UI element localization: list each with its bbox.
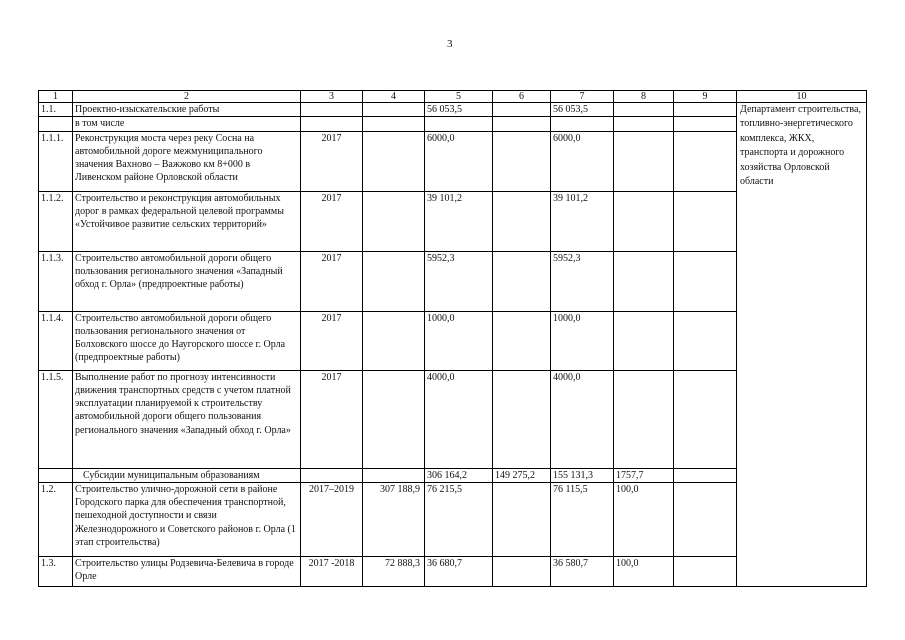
- row-col7: 36 580,7: [551, 556, 614, 586]
- row-name: Строительство автомобильной дороги общего пользования регионального значения от Болховского шоссе до Наугорского шоссе г. Орла (предпроектные работы): [73, 311, 301, 370]
- header-cell: 3: [301, 91, 363, 103]
- row-years: 2017: [301, 191, 363, 251]
- row-number: 1.1.1.: [39, 131, 73, 191]
- header-cell: 2: [73, 91, 301, 103]
- row-col8: [614, 103, 674, 117]
- program-table: [38, 90, 867, 587]
- row-col7: [551, 117, 614, 131]
- row-col5: 4000,0: [425, 370, 493, 468]
- row-col4: [363, 131, 425, 191]
- table-row: [39, 103, 867, 117]
- row-name: Строительство улицы Родзевича-Белевича в городе Орле: [73, 556, 301, 586]
- header-cell: 7: [551, 91, 614, 103]
- row-col8: [614, 131, 674, 191]
- row-col4: 307 188,9: [363, 482, 425, 556]
- row-col8: [614, 370, 674, 468]
- row-col7: 6000,0: [551, 131, 614, 191]
- row-number: 1.1.2.: [39, 191, 73, 251]
- row-col5: 306 164,2: [425, 468, 493, 482]
- row-name: Строительство автомобильной дороги общего пользования регионального значения «Западный обход г. Орла» (предпроектные работы): [73, 251, 301, 311]
- row-number: [39, 468, 73, 482]
- row-col4: [363, 311, 425, 370]
- row-name: в том числе: [73, 117, 301, 131]
- row-years: 2017: [301, 131, 363, 191]
- department-cell: Департамент строительства, топливно-энергетического комплекса, ЖКХ, транспорта и дорожного хозяйства Орловской области: [737, 103, 867, 587]
- row-col8: 100,0: [614, 482, 674, 556]
- row-name: Выполнение работ по прогнозу интенсивности движения транспортных средств с учетом платной эксплуатации планируемой к строительству автомобильной дороги общего пользования регионального значения «Западный обход г. Орла»: [73, 370, 301, 468]
- row-col8: [614, 251, 674, 311]
- row-col9: [674, 191, 737, 251]
- row-years: 2017–2019: [301, 482, 363, 556]
- row-col7: 5952,3: [551, 251, 614, 311]
- row-col5: [425, 117, 493, 131]
- row-col9: [674, 131, 737, 191]
- header-cell: 8: [614, 91, 674, 103]
- row-col4: [363, 370, 425, 468]
- row-col9: [674, 103, 737, 117]
- row-col8: 1757,7: [614, 468, 674, 482]
- row-col5: 56 053,5: [425, 103, 493, 117]
- row-col9: [674, 370, 737, 468]
- row-col7: 76 115,5: [551, 482, 614, 556]
- row-col6: [493, 191, 551, 251]
- header-cell: 4: [363, 91, 425, 103]
- row-name: Строительство и реконструкция автомобильных дорог в рамках федеральной целевой программы «Устойчивое развитие сельских территорий»: [73, 191, 301, 251]
- row-years: [301, 103, 363, 117]
- row-col5: 1000,0: [425, 311, 493, 370]
- row-col4: [363, 117, 425, 131]
- row-col4: [363, 251, 425, 311]
- header-cell: 6: [493, 91, 551, 103]
- row-col4: [363, 468, 425, 482]
- header-cell: 9: [674, 91, 737, 103]
- row-col5: 5952,3: [425, 251, 493, 311]
- header-cell: 1: [39, 91, 73, 103]
- row-col8: [614, 191, 674, 251]
- header-row: [39, 91, 867, 103]
- row-col6: [493, 370, 551, 468]
- row-col5: 36 680,7: [425, 556, 493, 586]
- row-name: Проектно-изыскательские работы: [73, 103, 301, 117]
- row-col9: [674, 482, 737, 556]
- row-name: Реконструкция моста через реку Сосна на автомобильной дороге межмуниципального значения Вахново – Важжово км 8+000 в Ливенском районе Орловской области: [73, 131, 301, 191]
- row-col6: [493, 251, 551, 311]
- row-col4: [363, 191, 425, 251]
- row-col7: 1000,0: [551, 311, 614, 370]
- row-col6: [493, 131, 551, 191]
- row-col9: [674, 117, 737, 131]
- header-cell: 5: [425, 91, 493, 103]
- row-col6: 149 275,2: [493, 468, 551, 482]
- row-col6: [493, 117, 551, 131]
- row-col8: 100,0: [614, 556, 674, 586]
- row-col9: [674, 251, 737, 311]
- row-col4: [363, 103, 425, 117]
- row-col9: [674, 556, 737, 586]
- row-name: Субсидии муниципальным образованиям: [73, 468, 301, 482]
- row-col9: [674, 311, 737, 370]
- row-number: 1.1.3.: [39, 251, 73, 311]
- row-col6: [493, 482, 551, 556]
- row-col7: 4000,0: [551, 370, 614, 468]
- row-years: 2017: [301, 370, 363, 468]
- row-number: 1.3.: [39, 556, 73, 586]
- row-col6: [493, 311, 551, 370]
- row-years: 2017 -2018: [301, 556, 363, 586]
- row-col4: 72 888,3: [363, 556, 425, 586]
- row-col6: [493, 556, 551, 586]
- row-years: [301, 468, 363, 482]
- row-col7: 39 101,2: [551, 191, 614, 251]
- row-col9: [674, 468, 737, 482]
- row-col5: 76 215,5: [425, 482, 493, 556]
- row-years: 2017: [301, 251, 363, 311]
- row-col7: 155 131,3: [551, 468, 614, 482]
- row-number: [39, 117, 73, 131]
- row-col5: 39 101,2: [425, 191, 493, 251]
- row-col6: [493, 103, 551, 117]
- row-number: 1.1.: [39, 103, 73, 117]
- row-col5: 6000,0: [425, 131, 493, 191]
- row-years: [301, 117, 363, 131]
- row-col7: 56 053,5: [551, 103, 614, 117]
- row-years: 2017: [301, 311, 363, 370]
- header-cell: 10: [737, 91, 867, 103]
- row-number: 1.2.: [39, 482, 73, 556]
- row-col8: [614, 311, 674, 370]
- row-number: 1.1.4.: [39, 311, 73, 370]
- page-number: 3: [447, 38, 453, 50]
- row-col8: [614, 117, 674, 131]
- row-number: 1.1.5.: [39, 370, 73, 468]
- row-name: Строительство улично-дорожной сети в районе Городского парка для обеспечения транспортной, пешеходной доступности и связи Железнодорожного и Советского районов г. Орла (1 этап строительства): [73, 482, 301, 556]
